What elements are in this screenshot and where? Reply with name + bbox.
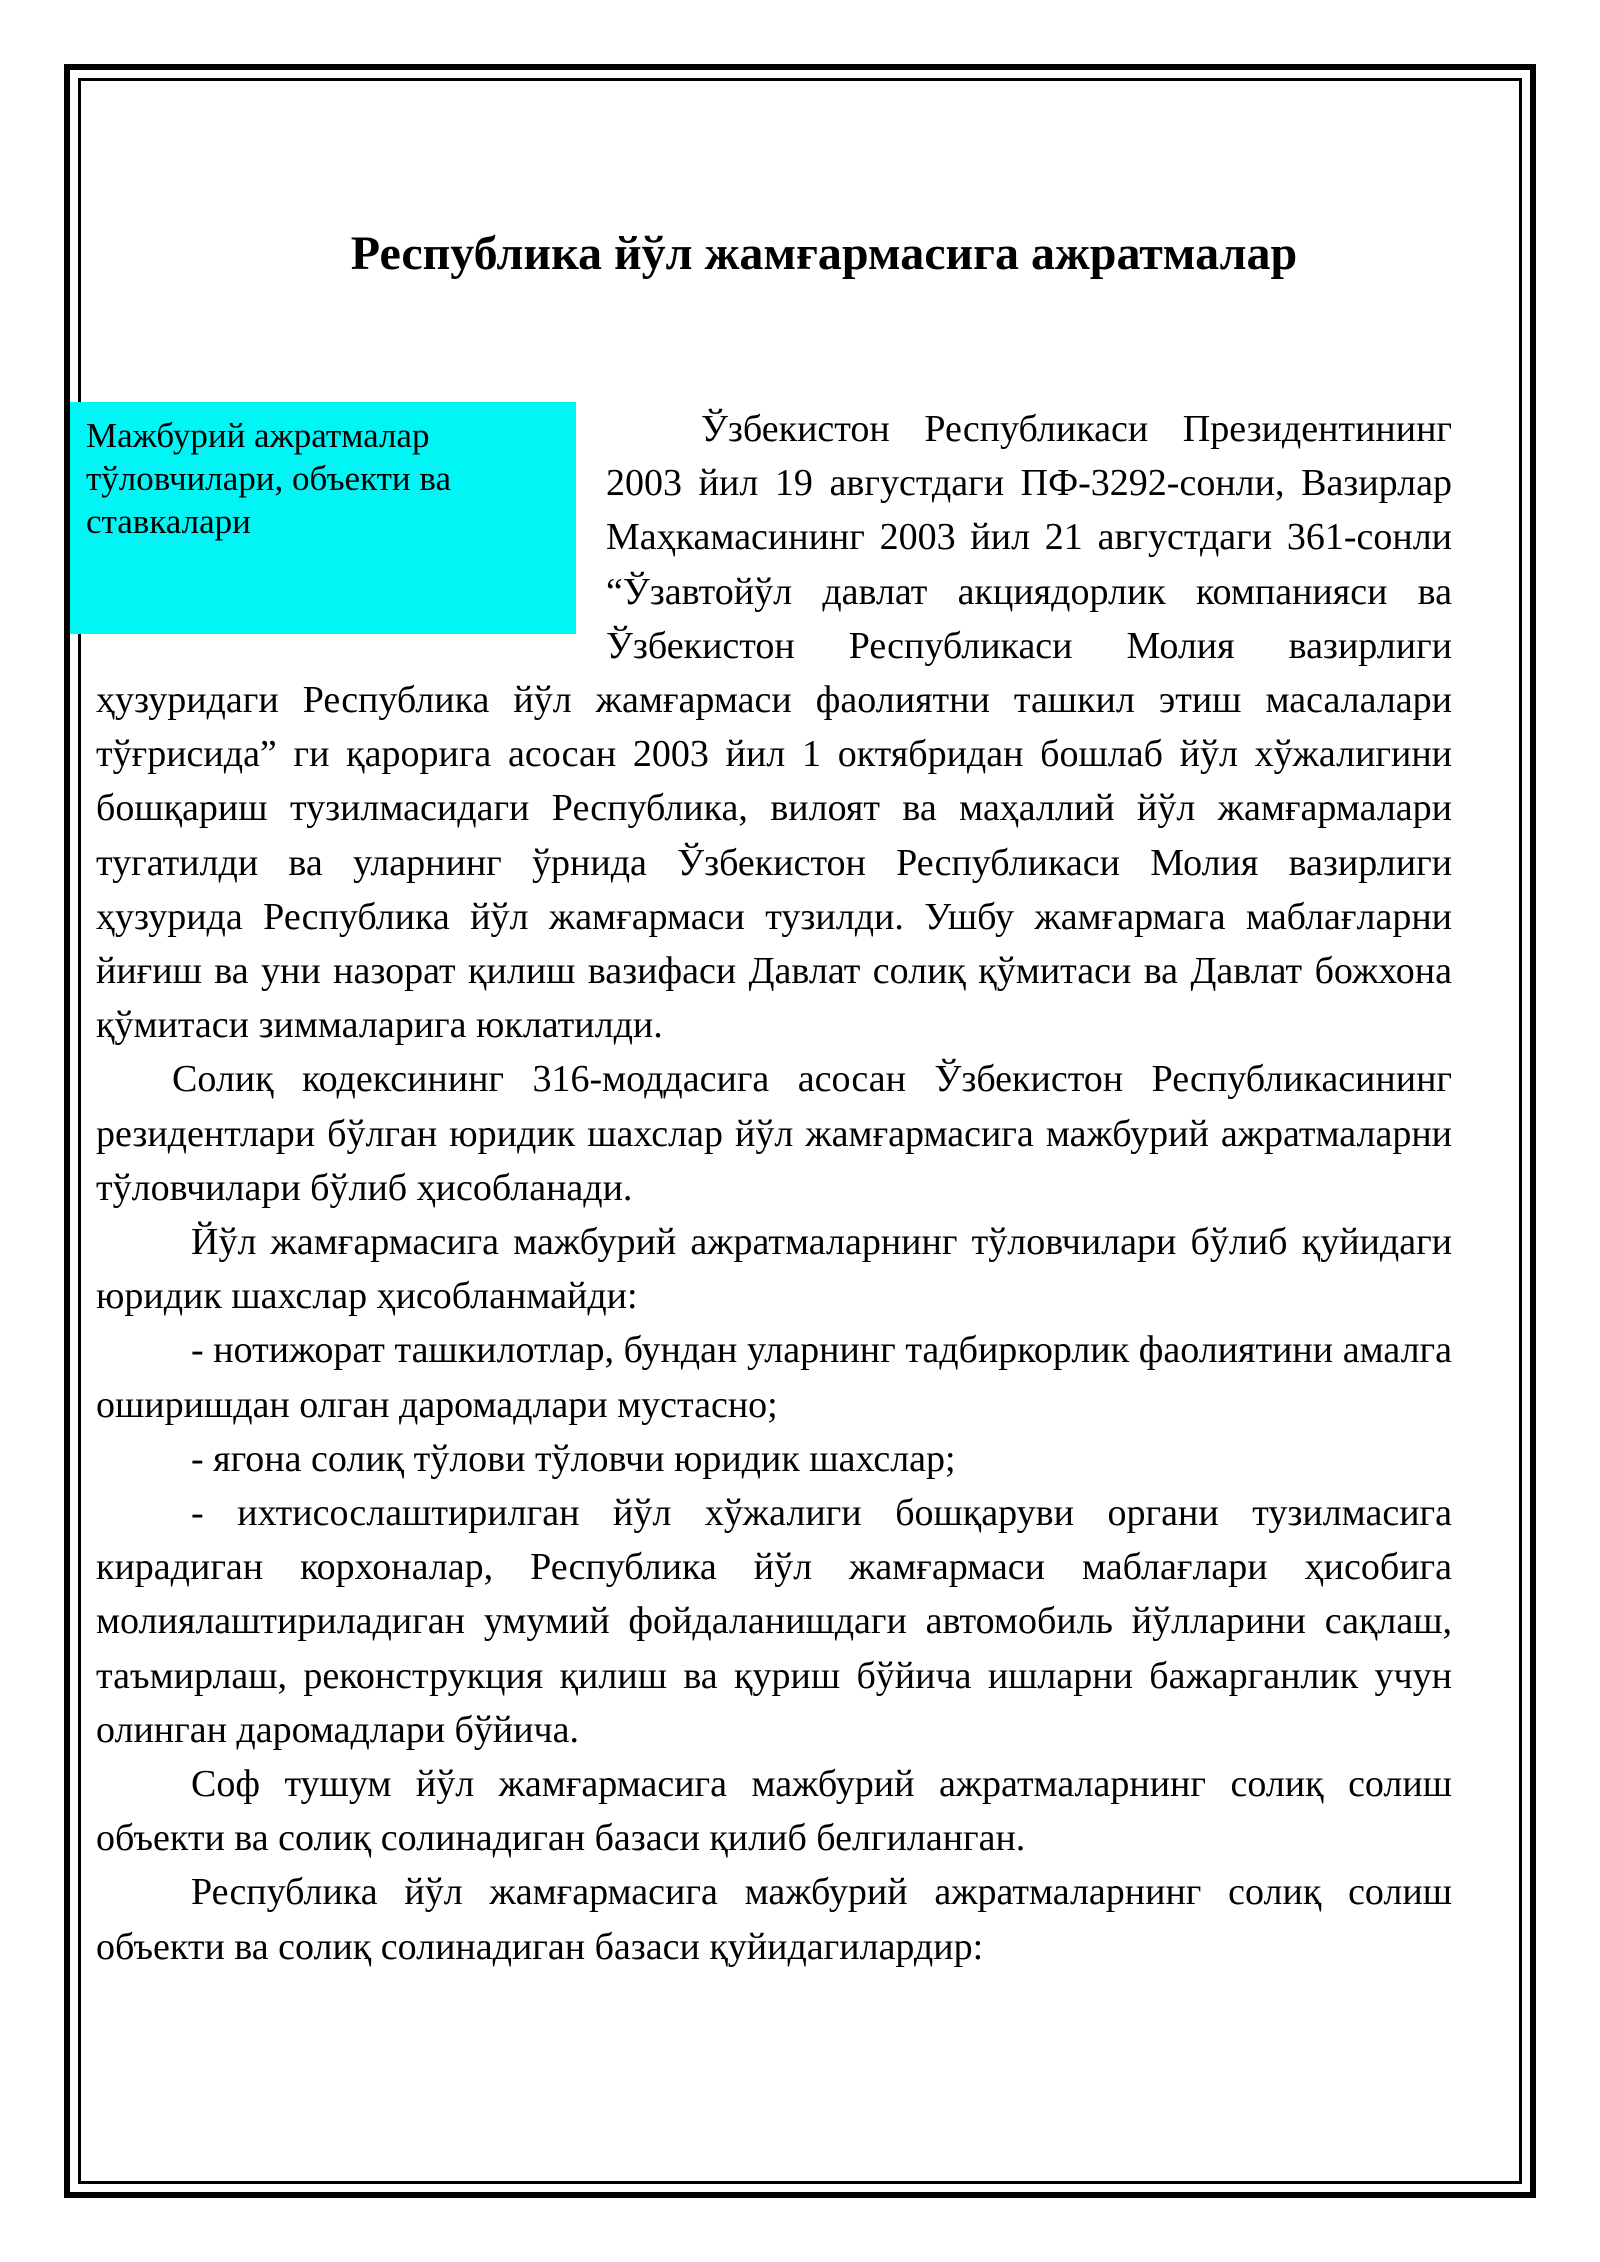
document-body <box>86 402 1452 1974</box>
paragraph-exemptions-intro: Йўл жамғармасига мажбурий ажратмаларнинг тўловчилари бўлиб қуйидаги юридик шахслар ҳисобланмайди: <box>96 1221 1452 1318</box>
paragraph-tax-base: Республика йўл жамғармасига мажбурий ажратмаларнинг солиқ солиш объекти ва солиқ солинадиган базаси қуйидагилардир: <box>96 1871 1452 1968</box>
paragraph-tax-code: Солиқ кодексининг 316-моддасига асосан Ўзбекистон Республикасининг резидентлари бўлган юридик шахслар йўл жамғармасига мажбурий ажратмаларни тўловчилари бўлиб ҳисобланади. <box>96 1058 1452 1209</box>
paragraph-intro <box>86 402 1452 1052</box>
page-title: Республика йўл жамғармасига ажратмалар <box>350 227 1298 280</box>
callout-box: Мажбурий ажратмалар тўловчилари, объекти ва ставкалари <box>70 402 576 634</box>
paragraph-net-revenue: Соф тушум йўл жамғармасига мажбурий ажратмаларнинг солиқ солиш объекти ва солиқ солинадиган базаси қилиб белгиланган. <box>96 1763 1452 1860</box>
paragraph-intro-text: Ўзбекистон Республикаси Президентининг 2003 йил 19 августдаги ПФ-3292-сонли, Вазирлар Маҳкамасининг 2003 йил 21 августдаги 361-сонли “Ўзавтойўл давлат акциядорлик компанияси ва Ўзбекистон Республикаси Молия вазирлиги ҳузуридаги Республика йўл жамғармаси фаолиятни ташкил этиш масалалари тўғрисида” ги қарорига асосан 2003 йил 1 октябридан бошлаб йўл хўжалигини бошқариш тузилмасидаги Республика, вилоят ва маҳаллий йўл жамғармалари тугатилди ва уларнинг ўрнида Ўзбекистон Республикаси Молия вазирлиги ҳузурида Республика йўл жамғармаси тузилди. Ушбу жамғармага маблағларни йиғиш ва уни назорат қилиш вазифаси Давлат солиқ қўмитаси ва Давлат божхона қўмитаси зиммаларига юклатилди. <box>96 408 1452 1047</box>
list-item-single-tax: - ягона солиқ тўлови тўловчи юридик шахслар; <box>191 1437 956 1480</box>
list-item-nonprofit: - нотижорат ташкилотлар, бундан уларнинг тадбиркорлик фаолиятини амалга оширишдан олган даромадлари мустасно; <box>96 1329 1452 1426</box>
list-item-road-enterprises: - ихтисослаштирилган йўл хўжалиги бошқаруви органи тузилмасига кирадиган корхоналар, Республика йўл жамғармаси маблағлари ҳисобига молиялаштириладиган умумий фойдаланишдаги автомобиль йўлларини сақлаш, таъмирлаш, реконструкция қилиш ва қуриш бўйича ишларни бажарганлик учун олинган даромадлари бўйича. <box>96 1492 1452 1751</box>
